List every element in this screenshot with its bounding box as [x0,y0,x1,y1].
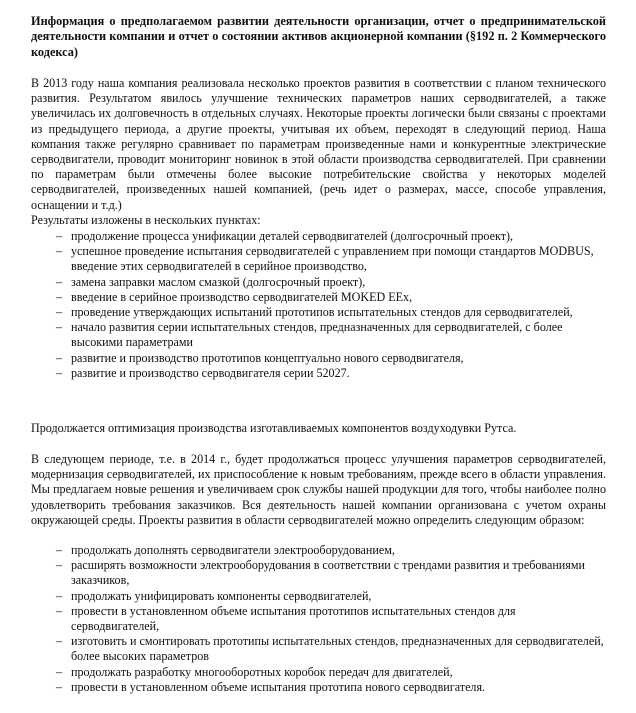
list-item [31,305,606,320]
list-item-text: продолжать унифицировать компоненты серводвигателей, [71,588,372,603]
dash-bullet: – [56,588,63,603]
list-item [31,275,606,290]
list-item-text: проведение утверждающих испытаний прототипов испытательных стендов для серводвигателей, [71,305,573,320]
plans-list [31,543,606,695]
list-item [31,229,606,244]
list-item-text: развитие и производство серводвигателя серии 52027. [71,365,350,380]
dash-bullet: – [56,679,63,694]
list-item [31,634,606,664]
dash-bullet: – [56,244,63,259]
dash-bullet: – [56,543,63,557]
dash-bullet: – [56,603,63,618]
list-item [31,366,606,381]
list-item [31,244,606,274]
list-item [31,558,606,588]
list-item-text: замена заправки маслом смазкой (долгосрочный проект), [71,274,366,289]
list-item [31,543,606,558]
list-item-text: провести в установленном объеме испытания прототипов испытательных стендов для серводвигателей, [71,603,516,634]
dash-bullet: – [56,664,63,679]
list-item [31,320,606,350]
document-title: Информация о предполагаемом развитии деятельности организации, отчет о предпринимательской деятельности компании и отчет о состоянии активов акционерной компании (§192 п. 2 Коммерческого кодекса) [31,14,606,59]
dash-bullet: – [56,320,63,335]
dash-bullet: – [56,350,63,365]
list-item [31,665,606,680]
list-item-text: продолжение процесса унификации деталей серводвигателей (долгосрочный проект), [71,229,514,243]
list-item [31,290,606,305]
list-item-text: провести в установленном объеме испытания прототипа нового серводвигателя. [71,679,486,694]
dash-bullet: – [56,289,63,304]
list-item-text: изготовить и смонтировать прототипы испытательных стендов, предназначенных для серводвигателей, более высоких параметров [71,634,604,664]
list-item [31,680,606,695]
list-item-text: продолжать дополнять серводвигатели электрооборудованием, [71,543,395,557]
list-item-text: успешное проведение испытания серводвигателей с управлением при помощи стандартов MODBUS, введение этих серводвигателей в серийное производство, [71,244,594,274]
list-item-text: развитие и производство прототипов концептуально нового серводвигателя, [71,350,464,365]
dash-bullet: – [56,558,63,573]
section2-intro-paragraph: В следующем периоде, т.е. в 2014 г., будет продолжаться процесс улучшения параметров серводвигателей, модернизация серводвигателей, их приспособление к новым требованиям, прежде всего в области управления. Мы предлагаем новые решения и увеличиваем срок службы нашей продукции для того, чтобы наиболее полно удовлетворить требования заказчиков. Вся деятельность нашей компании организована с учетом охраны окружающей среды. Проекты развития в области серводвигателей можно определить следующим образом: [31,452,606,527]
list-item-text: расширять возможности электрооборудования в соответствии с трендами развития и требованиями заказчиков, [71,558,585,588]
list-item [31,604,606,634]
list-item-text: начало развития серии испытательных стендов, предназначенных для серводвигателей, с более высокими параметрами [71,320,563,350]
results-heading: Результаты изложены в нескольких пунктах: [31,213,261,227]
list-item-text: продолжать разработку многооборотных коробок передач для двигателей, [71,664,453,679]
list-item-text: введение в серийное производство серводвигателей MOKED EEx, [71,289,413,304]
dash-bullet: – [56,365,63,380]
dash-bullet: – [56,634,63,649]
results-list [31,229,606,381]
list-item [31,589,606,604]
dash-bullet: – [56,274,63,289]
dash-bullet: – [56,229,63,243]
dash-bullet: – [56,305,63,320]
list-item [31,351,606,366]
optimization-paragraph: Продолжается оптимизация производства изготавливаемых компонентов воздуходувки Рутса. [31,421,517,435]
section1-intro-paragraph: В 2013 году наша компания реализовала несколько проектов развития в соответствии с планом технического развития. Результатом явилось улучшение технических параметров наших серводвигателей, а также увеличилась их долговечность в отдельных случаях. Некоторые проекты логически были связаны с проектами из предыдущего периода, а другие проекты, учитывая их объем, переходят в следующий период. Наша компания также регулярно сравнивает по параметрам произведенные нами и конкурентные электрические серводвигатели, проводит мониторинг новинок в этой области производства серводвигателей. При сравнении по параметрам были отмечены более высокие потребительские свойства у некоторых моделей серводвигателей, произведенных нашей компанией, (речь идет о размерах, массе, способе управления, оснащении и т.д.) [31,76,606,212]
